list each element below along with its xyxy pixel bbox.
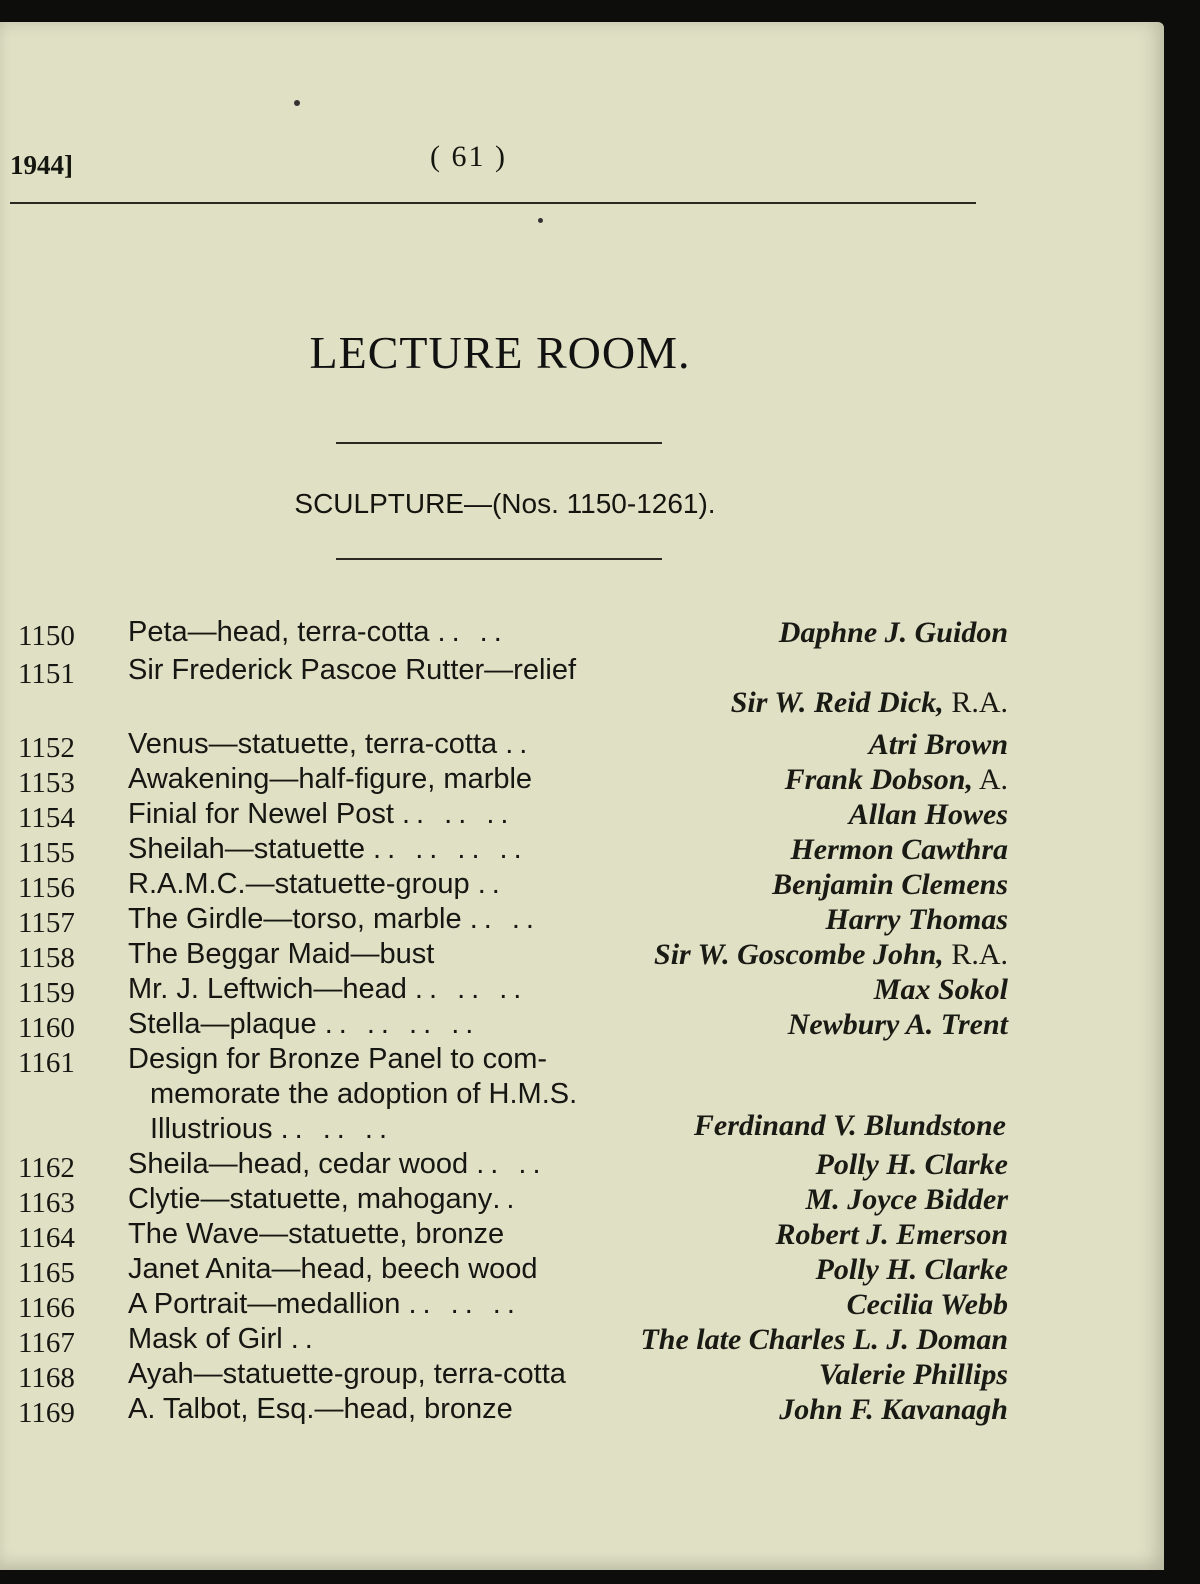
entry-number: 1157	[18, 907, 75, 939]
entry-continuation-title	[150, 1113, 393, 1146]
entry-title-text: Finial for Newel Post	[128, 798, 394, 830]
catalogue-entry	[18, 903, 1008, 939]
entry-title-text: Mask of Girl	[128, 1323, 283, 1355]
catalogue-entry	[18, 1358, 1008, 1394]
entry-artist	[847, 1288, 1008, 1322]
entry-artist	[640, 1323, 1008, 1357]
entry-title-text: A Portrait—medallion	[128, 1288, 401, 1320]
entry-title-text: Stella—plaque	[128, 1008, 317, 1040]
leader-dots: ..	[505, 728, 534, 760]
entry-title	[128, 1183, 520, 1216]
entry-title-text: Janet Anita—head, beech wood	[128, 1253, 538, 1285]
entry-artist	[806, 1183, 1008, 1217]
catalogue-entry	[18, 868, 1008, 904]
entry-title	[128, 798, 514, 831]
entry-number: 1152	[18, 732, 75, 764]
artist-name: Sir W. Reid Dick,	[730, 686, 944, 719]
leader-dots: ..	[290, 1323, 319, 1355]
artist-name: Daphne J. Guidon	[778, 616, 1008, 649]
entry-number: 1150	[18, 620, 75, 652]
entry-artist	[825, 903, 1008, 937]
catalogue-entry	[18, 1148, 1008, 1184]
entry-title	[128, 1253, 538, 1286]
catalogue-entry	[18, 1008, 1008, 1044]
entry-artist	[785, 763, 1008, 797]
entry-title	[128, 616, 508, 649]
entry-number: 1163	[18, 1187, 75, 1219]
entry-title-text: A. Talbot, Esq.—head, bronze	[128, 1393, 513, 1425]
artist-suffix: R.A.	[943, 686, 1008, 719]
catalogue-entry	[18, 973, 1008, 1009]
artist-name: Harry Thomas	[825, 903, 1008, 936]
entry-number: 1151	[18, 658, 75, 690]
entry-title-text: Design for Bronze Panel to com-	[128, 1043, 548, 1075]
entry-number: 1155	[18, 837, 75, 869]
catalogue-entry	[18, 1218, 1008, 1254]
print-speck	[294, 100, 300, 106]
print-speck	[538, 218, 543, 223]
artist-suffix: R.A.	[943, 938, 1008, 971]
artist-name: Valerie Phillips	[818, 1358, 1008, 1391]
leader-dots: .. ..	[469, 903, 540, 935]
entry-artist	[654, 938, 1008, 972]
leader-dots: .. .. ..	[408, 1288, 521, 1320]
leader-dots: ..	[492, 1183, 521, 1215]
entry-artist	[816, 1253, 1008, 1287]
entry-number: 1169	[18, 1397, 75, 1429]
artist-name: Benjamin Clemens	[772, 868, 1008, 901]
entry-title-text: Ayah—statuette-group, terra-cotta	[128, 1358, 566, 1390]
entry-artist	[816, 1148, 1008, 1182]
entry-number: 1161	[18, 1047, 75, 1079]
entry-title	[128, 868, 506, 901]
catalogue-entry	[18, 728, 1008, 764]
entry-title	[128, 1358, 566, 1391]
entry-number: 1154	[18, 802, 75, 834]
entry-artist	[779, 1393, 1008, 1427]
section-subtitle: SCULPTURE—(Nos. 1150-1261).	[294, 488, 716, 519]
artist-name: Hermon Cawthra	[790, 833, 1008, 866]
entry-title	[128, 1008, 479, 1041]
entry-number: 1164	[18, 1222, 75, 1254]
catalogue-entry	[18, 1043, 1008, 1079]
entry-title	[128, 903, 540, 936]
leader-dots: .. .. .. ..	[324, 1008, 480, 1040]
entry-title	[128, 833, 528, 866]
entry-title-text: The Girdle—torso, marble	[128, 903, 462, 935]
catalogue-entry	[18, 1253, 1008, 1289]
entry-title-text: Peta—head, terra-cotta	[128, 616, 430, 648]
entry-artist	[731, 686, 1008, 720]
entry-title	[128, 938, 434, 971]
catalogue-entry	[18, 1183, 1008, 1219]
entry-title-text: Sheilah—statuette	[128, 833, 365, 865]
artist-name: Allan Howes	[848, 798, 1008, 831]
entry-title	[128, 973, 527, 1006]
catalogue-list	[0, 22, 1164, 1570]
entry-continuation-line: memorate the adoption of H.M.S.	[150, 1078, 578, 1110]
entry-artist	[869, 728, 1008, 762]
artist-name: The late Charles L. J. Doman	[640, 1323, 1008, 1356]
catalogue-entry	[18, 763, 1008, 799]
catalogue-entry	[18, 798, 1008, 834]
entry-number: 1167	[18, 1327, 75, 1359]
entry-number: 1153	[18, 767, 75, 799]
artist-name: Frank Dobson,	[784, 763, 973, 796]
entry-title	[128, 763, 532, 796]
entry-number: 1168	[18, 1362, 75, 1394]
entry-title-text: R.A.M.C.—statuette-group	[128, 868, 470, 900]
entry-title	[128, 654, 576, 687]
leader-dots: .. .. ..	[402, 798, 515, 830]
catalogue-entry	[18, 833, 1008, 869]
catalogue-entry	[18, 1288, 1008, 1324]
entry-title-text: Sir Frederick Pascoe Rutter—relief	[128, 654, 577, 686]
leader-dots: .. ..	[437, 616, 508, 648]
entry-artist	[772, 868, 1008, 902]
entry-number: 1162	[18, 1152, 75, 1184]
entry-title-text: Illustrious	[150, 1113, 273, 1145]
entry-title	[128, 1148, 547, 1181]
catalogue-entry	[18, 654, 1008, 690]
entry-title	[128, 1218, 504, 1251]
catalogue-entry-artist-line	[18, 686, 1008, 722]
entry-number: 1166	[18, 1292, 75, 1324]
leader-dots: .. .. ..	[414, 973, 528, 1005]
entry-title	[128, 1043, 547, 1076]
artist-name: John F. Kavanagh	[779, 1393, 1008, 1426]
entry-artist	[790, 833, 1008, 867]
entry-artist	[874, 973, 1008, 1007]
artist-name: Polly H. Clarke	[815, 1148, 1008, 1181]
artist-name: M. Joyce Bidder	[805, 1183, 1008, 1216]
entry-number: 1158	[18, 942, 75, 974]
catalogue-entry	[18, 938, 1008, 974]
entry-artist	[779, 616, 1008, 650]
book-page	[0, 22, 1164, 1570]
entry-number: 1156	[18, 872, 75, 904]
leader-dots: ..	[477, 868, 506, 900]
entry-artist	[819, 1358, 1008, 1392]
artist-name: Atri Brown	[868, 728, 1008, 761]
artist-name: Robert J. Emerson	[775, 1218, 1008, 1251]
entry-artist: Ferdinand V. Blundstone	[693, 1109, 1006, 1142]
entry-number: 1165	[18, 1257, 75, 1289]
page-number: ( 61 )	[430, 140, 507, 173]
entry-title	[128, 1288, 521, 1321]
artist-name: Polly H. Clarke	[815, 1253, 1008, 1286]
entry-title	[128, 728, 533, 761]
leader-dots: .. .. .. ..	[373, 833, 528, 865]
catalogue-entry	[18, 616, 1008, 652]
entry-title-text: Clytie—statuette, mahogany	[128, 1183, 493, 1215]
artist-name: Cecilia Webb	[846, 1288, 1008, 1321]
catalogue-entry	[18, 1323, 1008, 1359]
artist-name: Max Sokol	[873, 973, 1008, 1006]
entry-artist	[788, 1008, 1008, 1042]
entry-artist	[775, 1218, 1008, 1252]
entry-title	[128, 1323, 319, 1356]
entry-title	[128, 1393, 513, 1426]
page-title: LECTURE ROOM.	[309, 327, 691, 378]
leader-dots: .. .. ..	[280, 1113, 394, 1145]
catalogue-entry	[18, 1393, 1008, 1429]
entry-title-text: Mr. J. Leftwich—head	[128, 973, 407, 1005]
entry-title-text: Venus—statuette, terra-cotta	[128, 728, 498, 760]
leader-dots: .. ..	[476, 1148, 547, 1180]
entry-title-text: The Beggar Maid—bust	[128, 938, 435, 970]
running-head-year: 1944]	[10, 150, 73, 180]
artist-name: Sir W. Goscombe John,	[654, 938, 944, 971]
entry-number: 1160	[18, 1012, 75, 1044]
entry-artist	[849, 798, 1008, 832]
entry-number: 1159	[18, 977, 75, 1009]
entry-title-text: Sheila—head, cedar wood	[128, 1148, 469, 1180]
entry-title-text: Awakening—half-figure, marble	[128, 763, 533, 795]
artist-name: Newbury A. Trent	[787, 1008, 1008, 1041]
artist-suffix: A.	[972, 763, 1008, 796]
entry-title-text: The Wave—statuette, bronze	[128, 1218, 505, 1250]
